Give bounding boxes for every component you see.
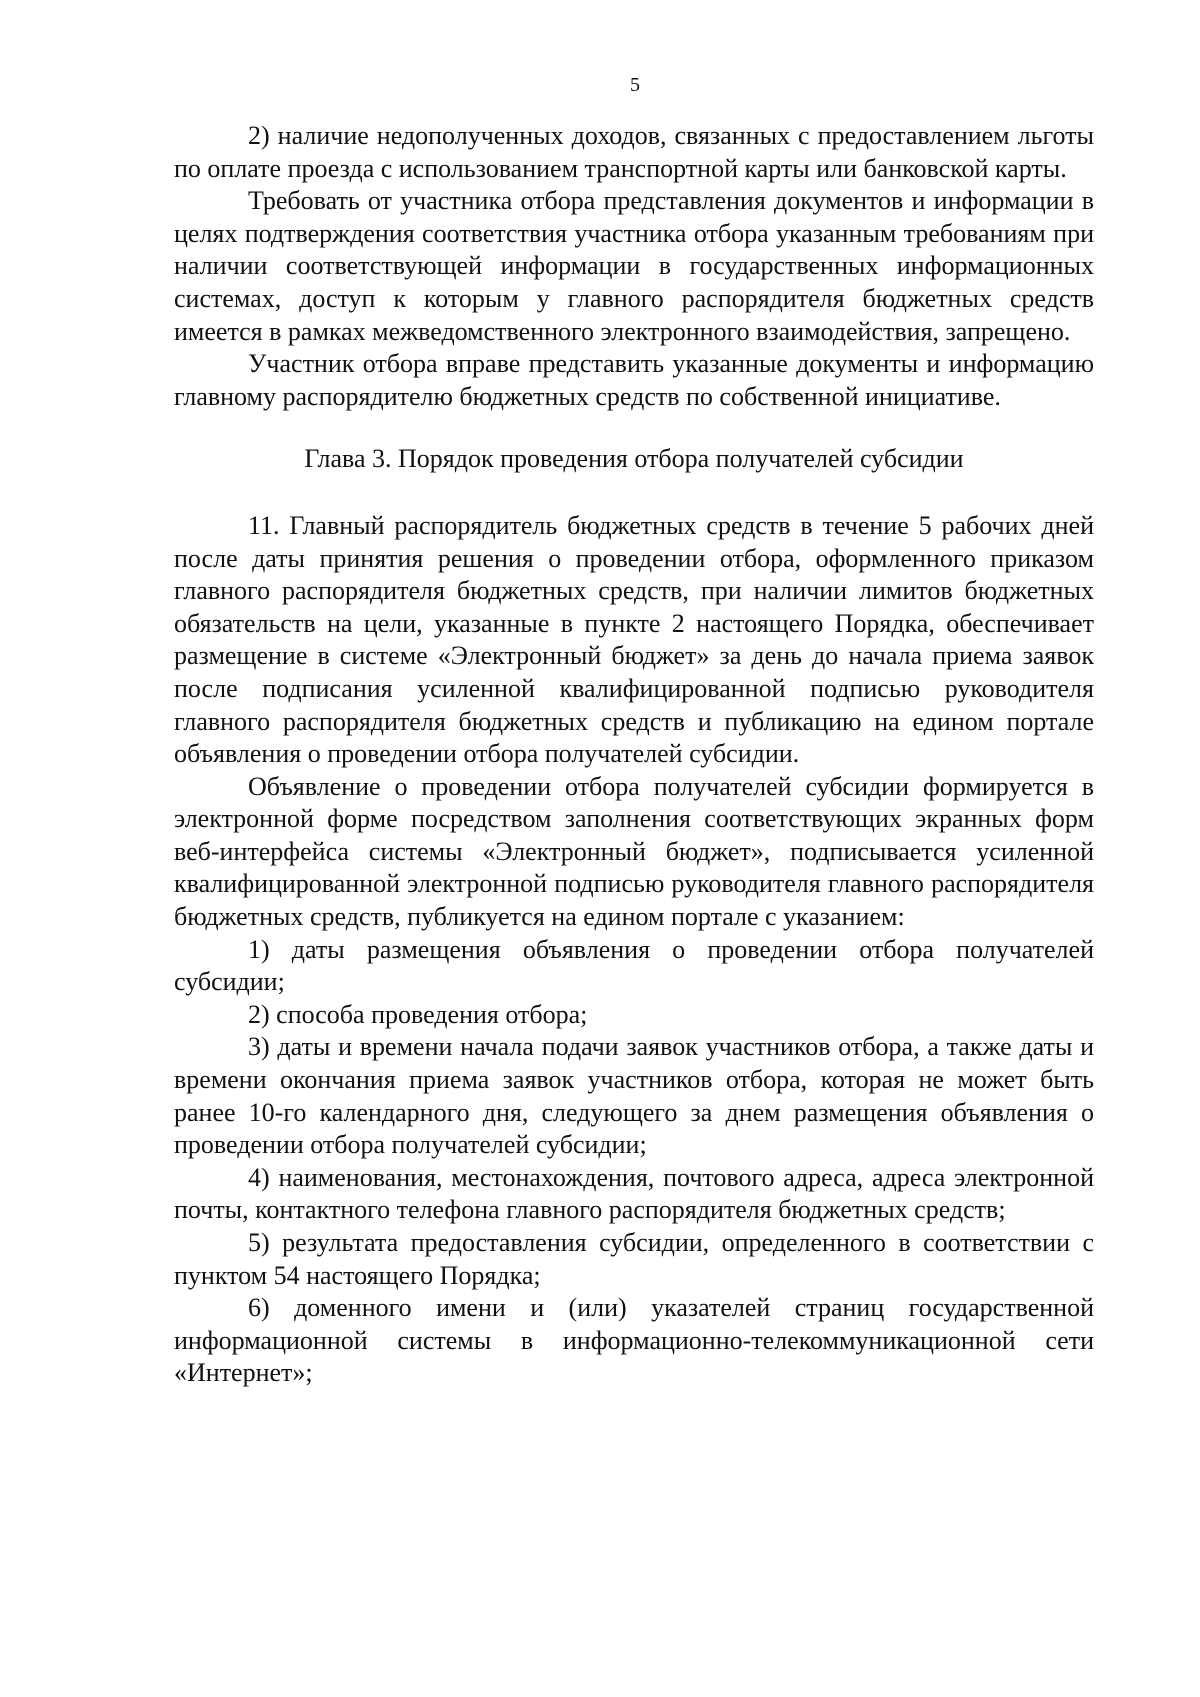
list-item: 2) способа проведения отбора; bbox=[248, 999, 588, 1029]
chapter-heading: Глава 3. Порядок проведения отбора получателей субсидии bbox=[304, 444, 964, 474]
list-item: 5) результата предоставления субсидии, определенного в соответствии с пунктом 54 настоящего Порядка; bbox=[174, 1228, 1094, 1290]
list-item: 6) доменного имени и (или) указателей страниц государственной информационной системы в информационно-телекоммуникационной сети «Интернет»; bbox=[174, 1293, 1094, 1388]
document-body bbox=[174, 120, 1094, 1390]
paragraph: Требовать от участника отбора представления документов и информации в целях подтверждения соответствия участника отбора указанным требованиям при наличии соответствующей информации в государственных информационных системах, доступ к которым у главного распорядителя бюджетных средств имеется в рамках межведомственного электронного взаимодействия, запрещено. bbox=[174, 186, 1094, 346]
list-item: 3) даты и времени начала подачи заявок участников отбора, а также даты и времени окончания приема заявок участников отбора, которая не может быть ранее 10-го календарного дня, следующего за днем размещения объявления о проведении отбора получателей субсидии; bbox=[174, 1032, 1094, 1160]
page-number: 5 bbox=[630, 74, 640, 96]
list-item: 4) наименования, местонахождения, почтового адреса, адреса электронной почты, контактного телефона главного распорядителя бюджетных средств; bbox=[174, 1162, 1094, 1225]
paragraph: 11. Главный распорядитель бюджетных средств в течение 5 рабочих дней после даты принятия решения о проведении отбора, оформленного приказом главного распорядителя бюджетных средств, при наличии лимитов бюджетных обязательств на цели, указанные в пункте 2 настоящего Порядка, обеспечивает размещение в системе «Электронный бюджет» за день до начала приема заявок после подписания усиленной квалифицированной подписью руководителя главного распорядителя бюджетных средств и публикацию на едином портале объявления о проведении отбора получателей субсидии. bbox=[174, 510, 1094, 769]
paragraph: Участник отбора вправе представить указанные документы и информацию главному распорядителю бюджетных средств по собственной инициативе. bbox=[174, 349, 1094, 411]
list-item: 1) даты размещения объявления о проведении отбора получателей субсидии; bbox=[174, 934, 1094, 997]
paragraph: Объявление о проведении отбора получателей субсидии формируется в электронной форме посредством заполнения соответствующих экранных форм веб-интерфейса системы «Электронный бюджет», подписывается усиленной квалифицированной электронной подписью руководителя главного распорядителя бюджетных средств, публикуется на едином портале с указанием: bbox=[174, 771, 1094, 932]
paragraph: 2) наличие недополученных доходов, связанных с предоставлением льготы по оплате проезда с использованием транспортной карты или банковской карты. bbox=[174, 121, 1094, 183]
